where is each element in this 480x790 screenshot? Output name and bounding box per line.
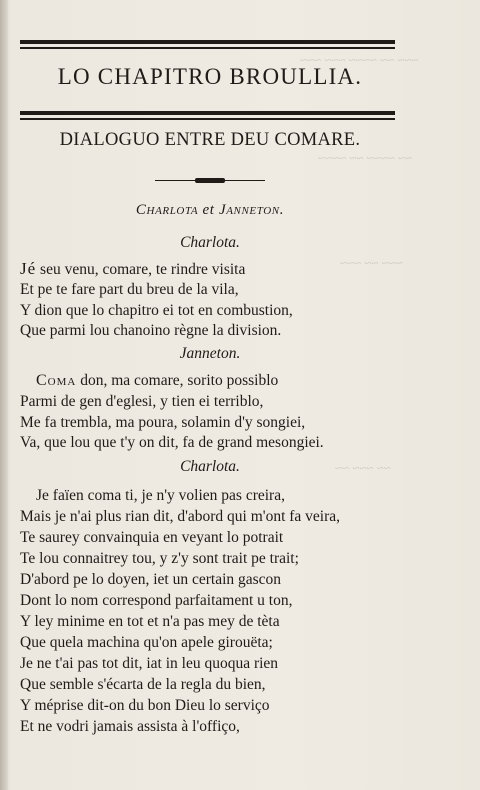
speaker-connector: et	[198, 202, 219, 218]
speaker-label: Charlota.	[180, 234, 240, 251]
verse-line: Y ley minime en tot et n'a pas mey de tèta	[20, 613, 280, 630]
speaker-name-1: Charlota	[135, 202, 199, 218]
speaker-name-2: Janneton.	[218, 202, 285, 218]
verse-line: Te saurey convainquia en veyant lo potrait	[20, 529, 284, 546]
verse-line: Et ne vodri jamais assista à l'offiço,	[20, 718, 240, 735]
verse-line: Je faïen coma ti, je n'y volien pas creira,	[36, 487, 285, 504]
verse-line: Coma don, ma comare, sorito possiblo	[36, 372, 279, 389]
verse-line: Te lou connaitrey tou, y z'y sont trait pe trait;	[20, 550, 299, 567]
verse-line: D'abord pe lo doyen, iet un certain gascon	[20, 571, 282, 588]
ornament-divider	[155, 178, 265, 184]
show-through-text: ~~~ ~~ ~~~	[340, 255, 403, 270]
speakers-heading	[20, 202, 400, 219]
verse-line: Parmi de gen d'eglesi, y tien ei terriblo,	[20, 393, 264, 410]
verse-line: Y méprise dit-on du bon Dieu lo serviço	[20, 697, 270, 714]
page-gutter-shadow	[0, 0, 8, 790]
show-through-text: ~~ ~~~ ~~	[335, 460, 391, 475]
verse-line: Et pe te fare part du breu de la vila,	[20, 281, 239, 298]
verse-line: Que quela machina qu'on apele girouëta;	[20, 634, 273, 651]
verse-line: Mais je n'ai plus rian dit, d'abord qui m'ont fa veira,	[20, 508, 341, 525]
verse-line: Jé seu venu, comare, te rindre visita	[20, 259, 246, 278]
top-rule-thick	[20, 40, 395, 44]
dialogue-subtitle: DIALOGUO ENTRE DEU COMARE.	[59, 130, 361, 150]
top-rule-thin	[20, 47, 395, 49]
title-rule-thick	[20, 111, 395, 115]
verse-line: Que parmi lou chanoino règne la division.	[20, 322, 282, 339]
speaker-label: Charlota.	[180, 458, 240, 475]
show-through-text: ~~~ ~~ ~~~~ ~~~ ~~~	[300, 52, 419, 67]
verse-line: Me fa trembla, ma poura, solamin d'y songiei,	[20, 414, 306, 431]
verse-initial: Jé	[20, 259, 37, 278]
title-rule-thin	[20, 118, 395, 120]
verse-initial: Coma	[36, 372, 77, 389]
verse-line: Que semble s'écarta de la regla du bien,	[20, 676, 266, 693]
verse-line: Va, que lou que t'y on dit, fa de grand mesongiei.	[20, 434, 324, 451]
speaker-label: Janneton.	[179, 345, 241, 362]
page-title: LO CHAPITRO BROULLIA.	[57, 64, 363, 89]
verse-line: Je ne t'ai pas tot dit, iat in leu quoqua rien	[20, 655, 279, 672]
verse-line: Y dion que lo chapitro ei tot en combustion,	[20, 302, 293, 319]
show-through-text: ~~ ~~~~ ~~ ~~~~	[318, 150, 413, 165]
verse-line: Dont lo nom correspond parfaitament u ton,	[20, 592, 293, 609]
